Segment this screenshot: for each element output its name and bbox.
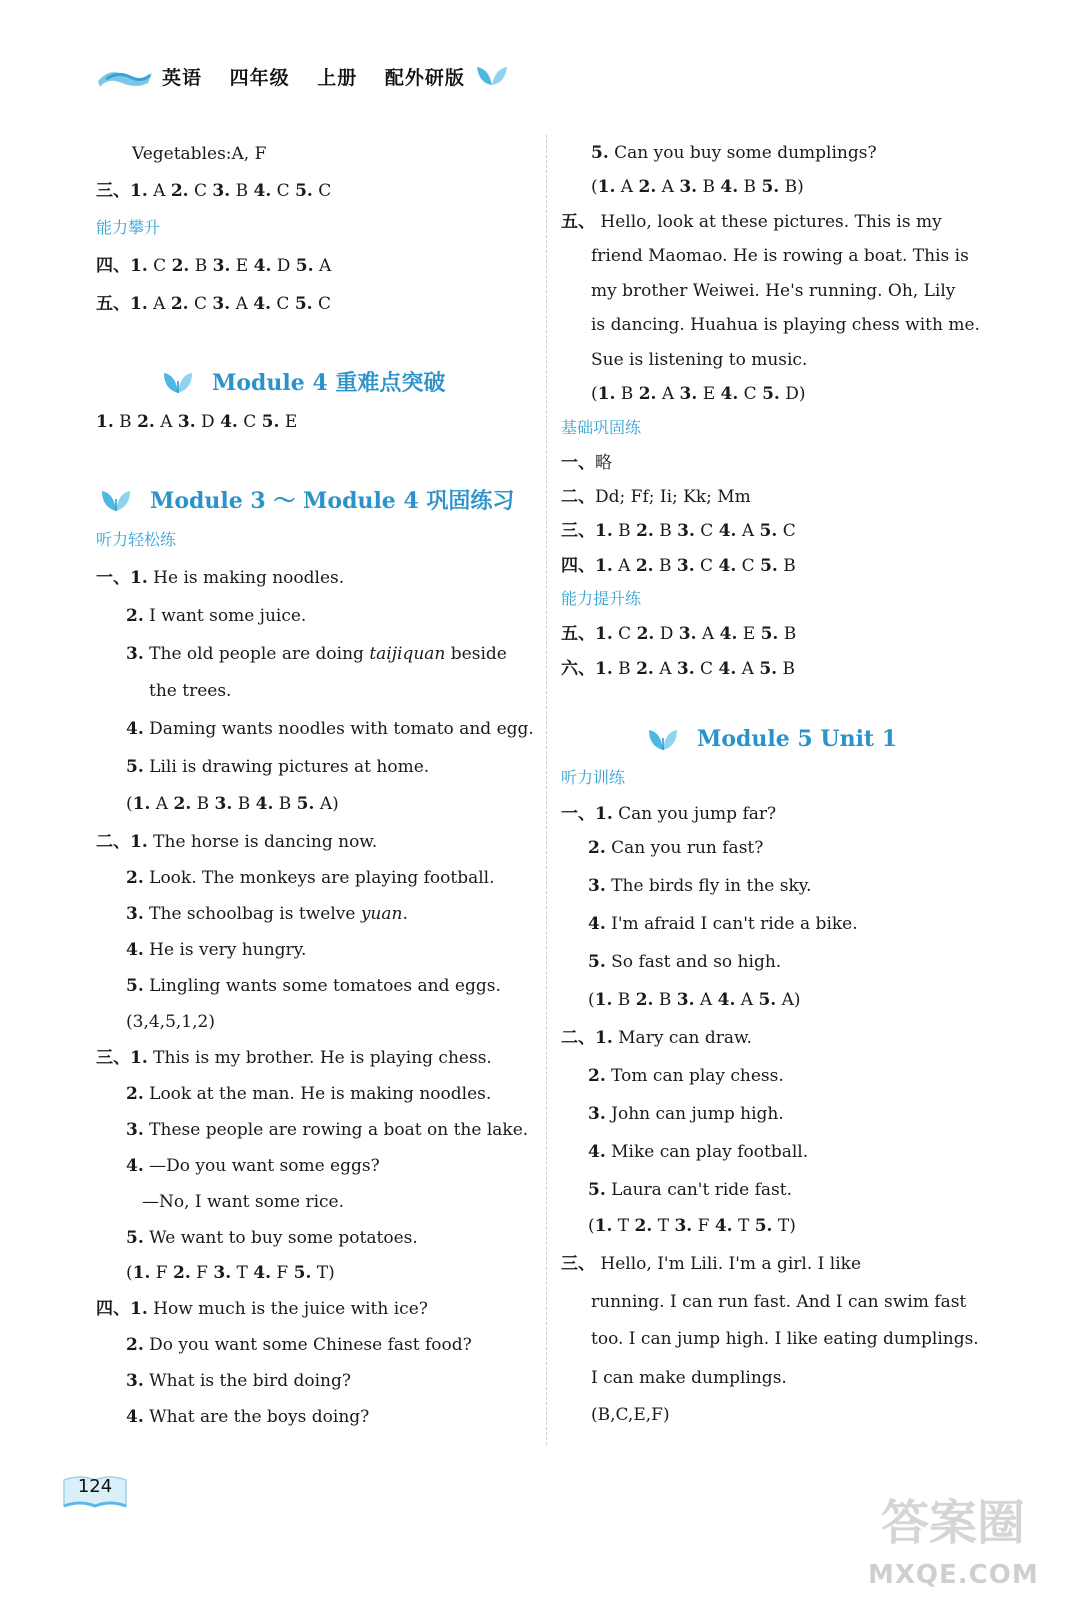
answer-line: (1. T 2. T 3. F 4. T 5. T) [588, 1216, 796, 1236]
answer-line: 三、1. B 2. B 3. C 4. A 5. C [561, 521, 796, 541]
answer-line: 3. The birds fly in the sky. [588, 876, 812, 896]
answer-line: 五、 Hello, look at these pictures. This is my [561, 212, 942, 232]
answer-line: 3. What is the bird doing? [126, 1371, 351, 1391]
answer-line: (1. F 2. F 3. T 4. F 5. T) [126, 1263, 335, 1283]
answer-line: 1. B 2. A 3. D 4. C 5. E [96, 412, 298, 432]
answer-line: too. I can jump high. I like eating dumplings. [591, 1329, 979, 1349]
book-title [162, 63, 471, 90]
page-number-text: 124 [77, 1476, 113, 1497]
answer-line: —No, I want some rice. [142, 1192, 344, 1212]
answer-line: 5. Laura can't ride fast. [588, 1180, 793, 1200]
answer-line: 3. John can jump high. [588, 1104, 784, 1124]
subject: 英语 [162, 66, 203, 89]
answer-line: 一、1. Can you jump far? [561, 804, 777, 824]
grade: 四年级 [229, 66, 290, 89]
answer-line: 五、1. A 2. C 3. A 4. C 5. C [96, 294, 332, 314]
answer-line: is dancing. Huahua is playing chess with me. [591, 315, 980, 335]
answer-line: (1. B 2. A 3. E 4. C 5. D) [591, 384, 806, 404]
answer-line: 5. So fast and so high. [588, 952, 782, 972]
answer-line: 3. These people are rowing a boat on the lake. [126, 1120, 529, 1140]
answer-line: 3. The old people are doing taijiquan beside [126, 644, 507, 664]
section-label: 能力攀升 [96, 218, 161, 237]
module-heading-text: Module 3 ～ Module 4 巩固练习 [150, 488, 515, 514]
answer-line: (1. B 2. B 3. A 4. A 5. A) [588, 990, 801, 1010]
answer-line: running. I can run fast. And I can swim fast [591, 1292, 967, 1312]
answer-line: 二、1. Mary can draw. [561, 1028, 752, 1048]
watermark-url: MXQE.COM [868, 1560, 1039, 1590]
answer-line: 四、1. A 2. B 3. C 4. C 5. B [561, 556, 796, 576]
answer-line: 一、略 [561, 453, 612, 473]
answer-line: 5. Lingling wants some tomatoes and eggs. [126, 976, 501, 996]
section-label: 能力提升练 [561, 589, 642, 608]
answer-line: 一、1. He is making noodles. [96, 568, 345, 588]
answer-line: 2. Look. The monkeys are playing football. [126, 868, 495, 888]
answer-line: (B,C,E,F) [591, 1405, 670, 1425]
section-label: 听力训练 [561, 768, 626, 787]
answer-line: my brother Weiwei. He's running. Oh, Lily [591, 281, 956, 301]
answer-line: 三、 Hello, I'm Lili. I'm a girl. I like [561, 1254, 862, 1274]
answer-line: I can make dumplings. [591, 1368, 787, 1388]
answer-line: 四、1. C 2. B 3. E 4. D 5. A [96, 256, 332, 276]
answer-line: 三、1. A 2. C 3. B 4. C 5. C [96, 181, 332, 201]
leaf-icon [647, 726, 679, 752]
leaf-icon [162, 369, 194, 395]
answer-line: 五、1. C 2. D 3. A 4. E 5. B [561, 624, 797, 644]
answer-line: friend Maomao. He is rowing a boat. This is [591, 246, 969, 266]
answer-line: 3. The schoolbag is twelve yuan. [126, 904, 408, 924]
watermark-logo [868, 1480, 1038, 1590]
leaf-icon [475, 65, 509, 87]
module-heading-text: Module 5 Unit 1 [697, 726, 898, 752]
answer-line: 5. We want to buy some potatoes. [126, 1228, 418, 1248]
answer-line: 4. —Do you want some eggs? [126, 1156, 380, 1176]
edition: 配外研版 [384, 66, 465, 89]
answer-line: 2. Tom can play chess. [588, 1066, 784, 1086]
answer-line: (1. A 2. A 3. B 4. B 5. B) [591, 177, 804, 197]
answer-line: 4. I'm afraid I can't ride a bike. [588, 914, 858, 934]
answer-line: 4. Mike can play football. [588, 1142, 809, 1162]
column-divider [546, 135, 547, 1445]
section-label: 基础巩固练 [561, 418, 642, 437]
answer-line: 5. Lili is drawing pictures at home. [126, 757, 430, 777]
answer-line: 2. I want some juice. [126, 606, 307, 626]
wave-icon [96, 61, 154, 91]
answer-line: the trees. [149, 681, 232, 701]
answer-line: 六、1. B 2. A 3. C 4. A 5. B [561, 659, 795, 679]
module-heading [100, 484, 514, 515]
watermark-main-text: 答案圈 [880, 1495, 1025, 1551]
answer-line: 三、1. This is my brother. He is playing chess. [96, 1048, 492, 1068]
page-number [62, 1472, 128, 1512]
answer-line: 2. Do you want some Chinese fast food? [126, 1335, 472, 1355]
module-heading [162, 366, 445, 397]
answer-line: 4. What are the boys doing? [126, 1407, 370, 1427]
answer-line: (3,4,5,1,2) [126, 1012, 215, 1032]
answer-line: Sue is listening to music. [591, 350, 808, 370]
section-label: 听力轻松练 [96, 530, 177, 549]
answer-line: 2. Look at the man. He is making noodles. [126, 1084, 492, 1104]
answer-line: 5. Can you buy some dumplings? [591, 143, 877, 163]
volume: 上册 [317, 66, 358, 89]
answer-line: Vegetables:A, F [132, 144, 267, 164]
module-heading [647, 726, 897, 752]
module-heading-text: Module 4 重难点突破 [212, 370, 446, 396]
answer-line: 二、1. The horse is dancing now. [96, 832, 378, 852]
answer-line: 四、1. How much is the juice with ice? [96, 1299, 428, 1319]
answer-line: (1. A 2. B 3. B 4. B 5. A) [126, 794, 339, 814]
answer-line: 4. He is very hungry. [126, 940, 307, 960]
answer-line: 2. Can you run fast? [588, 838, 764, 858]
answer-line: 二、Dd; Ff; Ii; Kk; Mm [561, 487, 751, 507]
answer-line: 4. Daming wants noodles with tomato and egg. [126, 719, 534, 739]
page-header [96, 58, 509, 94]
leaf-icon [100, 487, 132, 513]
